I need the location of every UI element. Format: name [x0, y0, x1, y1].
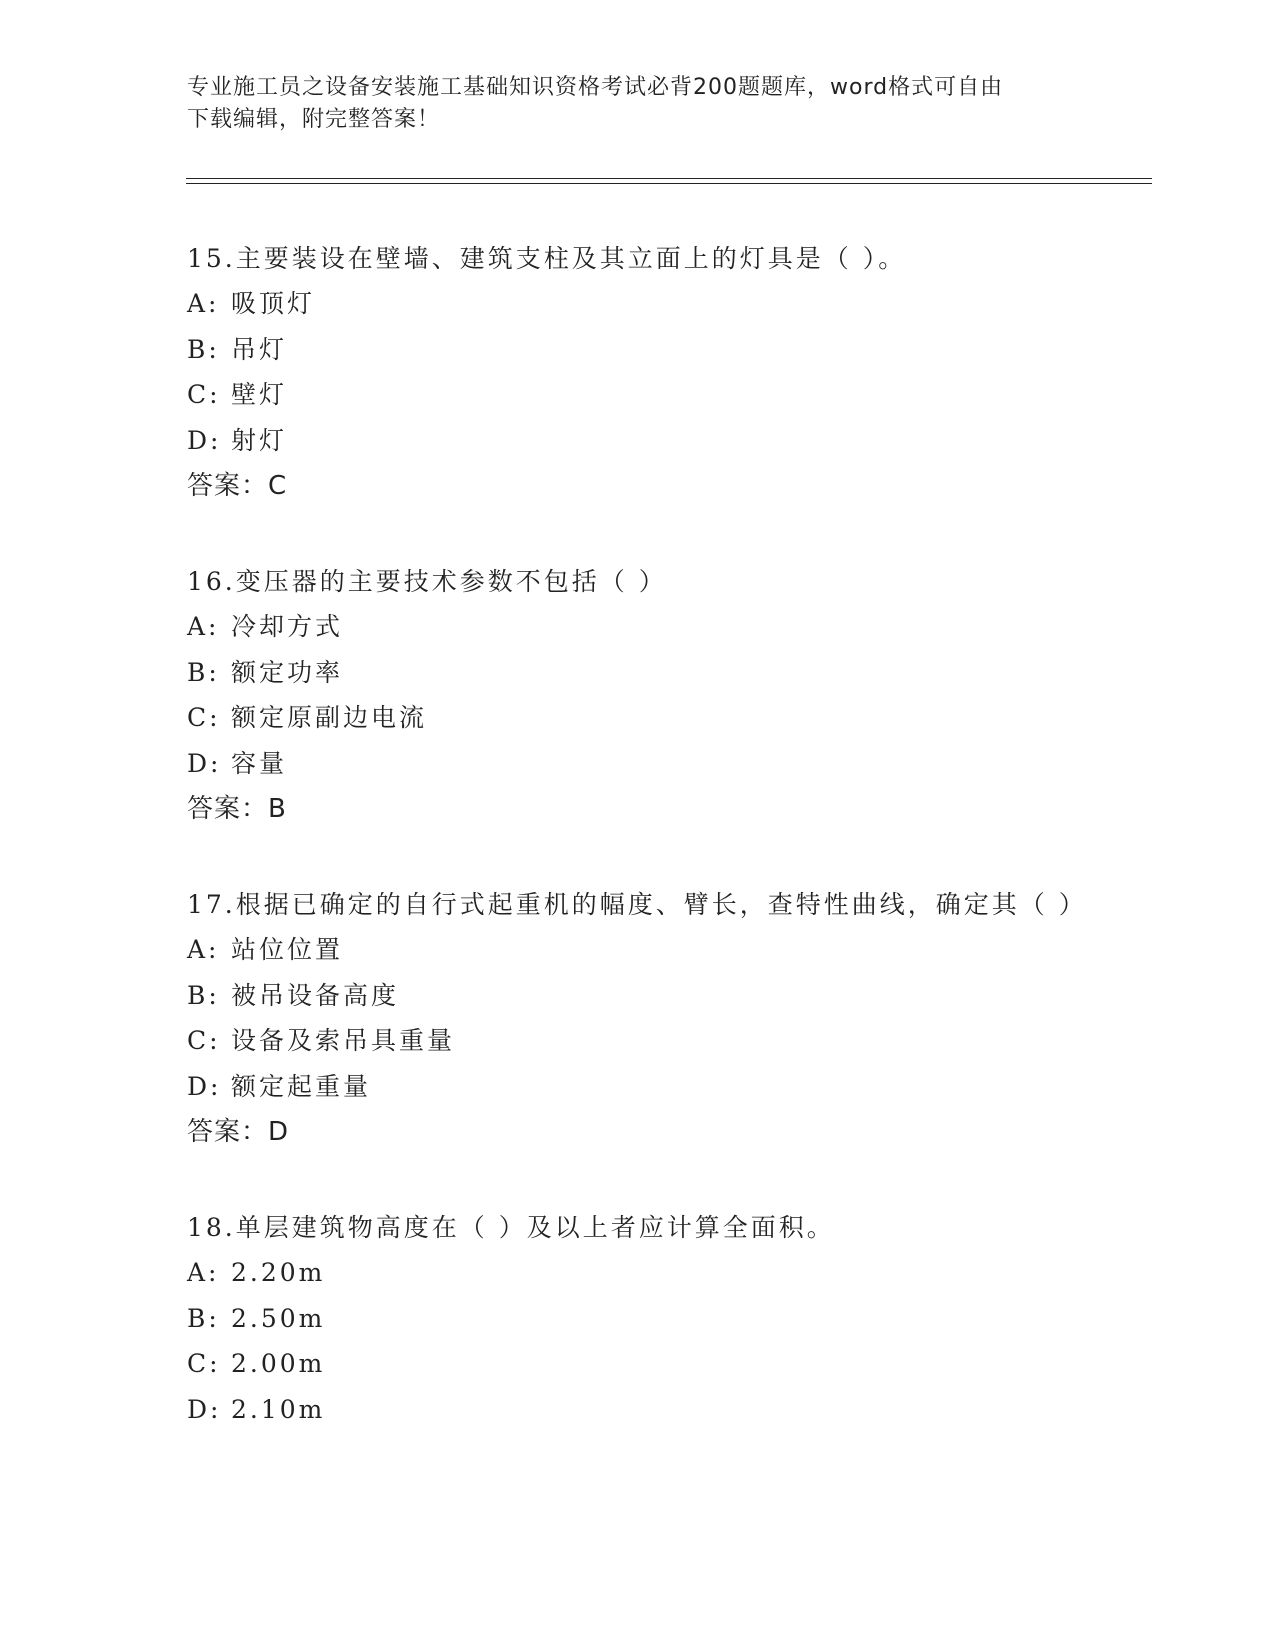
option-text: 冷却方式 [231, 612, 344, 641]
option-text: 吊灯 [231, 334, 288, 364]
option-letter: D: [187, 425, 222, 455]
question-17 [187, 882, 1087, 1155]
option-text: 额定原副边电流 [231, 703, 428, 732]
option-b [187, 650, 1087, 696]
option-a [187, 281, 1087, 327]
question-18 [187, 1205, 1087, 1432]
option-letter: D: [187, 1071, 222, 1101]
option-letter: D: [187, 748, 222, 778]
option-letter: C: [187, 380, 221, 409]
option-text: 额定起重量 [231, 1071, 372, 1101]
option-letter: B: [187, 334, 220, 364]
option-b [187, 1296, 1087, 1342]
option-text: 2.50m [231, 1303, 326, 1333]
option-text: 壁灯 [231, 380, 288, 409]
option-a [187, 604, 1087, 650]
question-15 [187, 236, 1087, 509]
intro-line-2: 下载编辑，附完整答案！ [187, 107, 441, 132]
option-a [187, 1250, 1087, 1296]
question-stem: 18.单层建筑物高度在（ ）及以上者应计算全面积。 [187, 1213, 835, 1242]
question-list [187, 236, 1087, 1482]
option-letter: A: [187, 289, 220, 318]
option-text: 额定功率 [231, 657, 344, 687]
option-text: 2.20m [231, 1258, 326, 1287]
option-text: 容量 [231, 748, 288, 778]
option-letter: C: [187, 703, 221, 732]
option-d [187, 418, 1087, 464]
option-d [187, 1387, 1087, 1433]
option-text: 吸顶灯 [231, 289, 316, 318]
option-letter: B: [187, 980, 220, 1010]
option-c [187, 695, 1087, 741]
option-d [187, 1064, 1087, 1110]
option-letter: B: [187, 657, 220, 687]
option-letter: C: [187, 1026, 221, 1055]
answer-line: 答案：C [187, 471, 288, 501]
question-stem: 16.变压器的主要技术参数不包括（ ） [187, 567, 667, 596]
option-letter: B: [187, 1303, 220, 1333]
option-text: 设备及索吊具重量 [231, 1026, 456, 1055]
option-a [187, 927, 1087, 973]
option-letter: A: [187, 935, 220, 964]
option-b [187, 327, 1087, 373]
option-d [187, 741, 1087, 787]
question-stem: 17.根据已确定的自行式起重机的幅度、臂长，查特性曲线，确定其（ ） [187, 890, 1087, 919]
option-letter: D: [187, 1394, 222, 1424]
option-text: 2.10m [231, 1394, 326, 1424]
question-stem: 15.主要装设在壁墙、建筑支柱及其立面上的灯具是（ ）。 [187, 244, 907, 273]
option-letter: A: [187, 612, 220, 641]
question-16 [187, 559, 1087, 832]
option-b [187, 973, 1087, 1019]
option-text: 站位位置 [231, 935, 344, 964]
answer-line: 答案：D [187, 1117, 290, 1147]
answer-line: 答案：B [187, 794, 287, 824]
header-divider-bottom [186, 183, 1152, 184]
option-c [187, 1341, 1087, 1387]
option-c [187, 1018, 1087, 1064]
intro-line-1: 专业施工员之设备安装施工基础知识资格考试必背200题题库，word格式可自由 [187, 75, 1004, 100]
header-divider-top [186, 178, 1152, 179]
option-letter: A: [187, 1258, 220, 1287]
option-text: 被吊设备高度 [231, 980, 400, 1010]
document-intro [187, 72, 1067, 136]
option-text: 2.00m [231, 1349, 326, 1378]
option-letter: C: [187, 1349, 221, 1378]
option-c [187, 372, 1087, 418]
option-text: 射灯 [231, 425, 288, 455]
